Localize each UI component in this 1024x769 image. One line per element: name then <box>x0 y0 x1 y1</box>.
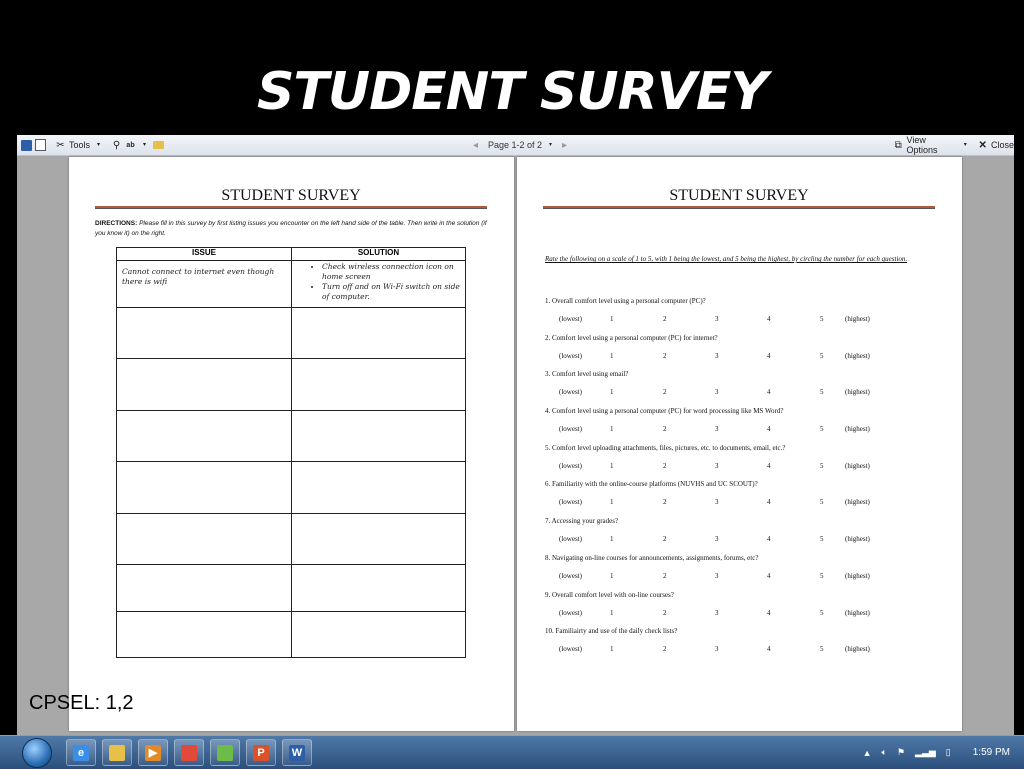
tools-icon[interactable]: ✂ <box>56 139 65 151</box>
rating-option[interactable]: 1 <box>610 425 614 434</box>
rating-option[interactable]: 4 <box>767 315 771 323</box>
chevron-down-icon[interactable]: ▾ <box>143 141 147 148</box>
slide-title: STUDENT SURVEY <box>256 62 768 122</box>
chrome-icon[interactable] <box>174 739 204 766</box>
rating-option[interactable]: 1 <box>610 498 614 507</box>
network-signal-icon[interactable]: ▂▃▅ <box>915 747 936 757</box>
solution-header: SOLUTION <box>292 248 466 261</box>
question-text: 1. Overall comfort level using a personal computer (PC)? <box>545 297 706 305</box>
rating-scale <box>545 315 945 324</box>
title-rule <box>95 206 487 209</box>
issue-cell[interactable] <box>117 514 292 565</box>
table-row <box>117 462 466 514</box>
issue-text: Cannot connect to internet even though there is wifi <box>122 267 275 286</box>
scale-lowest-label: (lowest) <box>559 608 582 617</box>
issue-cell[interactable] <box>117 261 292 308</box>
scale-lowest-label: (lowest) <box>559 315 582 323</box>
spelling-icon[interactable]: ab <box>126 141 135 149</box>
start-button[interactable] <box>22 738 52 768</box>
rating-option[interactable]: 5 <box>820 425 824 434</box>
title-rule <box>543 206 935 209</box>
media-player-glyph: ▶ <box>145 745 161 761</box>
word-icon[interactable] <box>282 739 312 766</box>
issue-cell[interactable] <box>117 565 292 612</box>
document-viewer <box>17 135 1014 735</box>
table-row <box>117 359 466 411</box>
rating-option[interactable]: 2 <box>663 645 667 654</box>
table-row <box>117 514 466 565</box>
close-icon[interactable]: ✕ <box>978 139 987 151</box>
scale-lowest-label: (lowest) <box>559 388 582 397</box>
directions <box>95 219 491 239</box>
powerpoint-icon[interactable] <box>246 739 276 766</box>
media-player-icon[interactable] <box>138 739 168 766</box>
rating-option[interactable]: 4 <box>767 388 771 397</box>
scale-highest-label: (highest) <box>845 645 870 654</box>
scale-lowest-label: (lowest) <box>559 351 582 360</box>
rating-option[interactable]: 2 <box>663 608 667 617</box>
document-page-1 <box>69 157 514 731</box>
table-row <box>117 612 466 658</box>
survey-question <box>545 517 945 554</box>
battery-icon[interactable]: ▯ <box>945 747 951 757</box>
rating-option[interactable]: 3 <box>715 461 719 470</box>
question-text: 6. Familiarity with the online-course platforms (NUVHS and UC SCOUT)? <box>545 480 758 489</box>
question-text: 9. Overall comfort level with on-line courses? <box>545 590 674 599</box>
scale-lowest-label: (lowest) <box>559 498 582 507</box>
scale-highest-label: (highest) <box>845 425 870 434</box>
chevron-down-icon[interactable]: ▾ <box>97 141 101 148</box>
rating-option[interactable]: 4 <box>767 498 771 507</box>
rating-option[interactable]: 5 <box>820 498 824 507</box>
rating-scale <box>545 535 945 544</box>
scale-highest-label: (highest) <box>845 388 870 397</box>
rating-option[interactable]: 1 <box>610 645 614 654</box>
directions-text: Please fill in this survey by first listing issues you encounter on the left hand side of the table. Then write in the solution (if you know it) on the right. <box>95 220 487 237</box>
rating-option[interactable]: 2 <box>663 351 667 360</box>
rating-option[interactable]: 2 <box>663 425 667 434</box>
taskbar <box>0 735 1024 769</box>
rating-scale <box>545 462 945 471</box>
slide-caption: CPSEL: 1,2 <box>29 692 134 714</box>
table-header-row <box>117 248 466 261</box>
rating-option[interactable]: 1 <box>610 608 614 617</box>
survey-question <box>545 554 945 591</box>
scale-highest-label: (highest) <box>845 351 870 360</box>
rating-scale <box>545 425 945 434</box>
survey-question <box>545 334 945 371</box>
network-glyph <box>217 745 233 761</box>
issue-cell[interactable] <box>117 411 292 462</box>
question-text: 2. Comfort level using a personal computer (PC) for internet? <box>545 333 718 342</box>
view-options-menu[interactable]: View Options <box>906 135 938 155</box>
page-indicator[interactable]: Page 1-2 of 2 <box>488 140 543 150</box>
scale-highest-label: (highest) <box>845 461 870 470</box>
rating-scale <box>545 645 945 654</box>
explorer-icon[interactable] <box>102 739 132 766</box>
system-tray <box>863 736 1010 769</box>
rating-option[interactable]: 2 <box>663 315 667 323</box>
issue-header: ISSUE <box>117 248 292 261</box>
scale-lowest-label: (lowest) <box>559 571 582 580</box>
rating-option[interactable]: 5 <box>820 608 824 617</box>
rating-option[interactable]: 4 <box>767 645 771 654</box>
rating-option[interactable]: 5 <box>820 571 824 580</box>
question-text: 10. Familiairty and use of the daily check lists? <box>545 627 678 636</box>
question-text: 5. Comfort level uploading attachments, files, pictures, etc. to documents, email, etc.? <box>545 443 786 452</box>
close-button[interactable]: Close <box>990 140 1014 150</box>
issue-cell[interactable] <box>117 308 292 359</box>
solution-cell[interactable] <box>292 411 466 462</box>
rating-option[interactable]: 2 <box>663 461 667 470</box>
chevron-down-icon[interactable]: ▾ <box>963 141 967 148</box>
rating-option[interactable]: 4 <box>767 535 771 544</box>
rating-option[interactable]: 1 <box>610 571 614 580</box>
solution-cell[interactable] <box>292 261 466 308</box>
rating-option[interactable]: 5 <box>820 535 824 544</box>
page-title: STUDENT SURVEY <box>669 187 809 204</box>
issue-solution-table <box>116 247 466 658</box>
rating-option[interactable]: 4 <box>767 608 771 617</box>
rating-option[interactable]: 2 <box>663 571 667 580</box>
powerpoint-glyph: P <box>253 745 269 761</box>
question-list <box>545 297 945 664</box>
view-options-icon[interactable]: ⧉ <box>894 139 902 151</box>
rating-option[interactable]: 1 <box>610 351 614 360</box>
rating-scale <box>545 352 945 361</box>
rating-option[interactable]: 4 <box>767 571 771 580</box>
next-page-icon[interactable]: ▸ <box>562 139 568 151</box>
viewer-toolbar <box>17 135 1014 156</box>
scale-lowest-label: (lowest) <box>559 461 582 470</box>
rating-scale <box>545 572 945 581</box>
ie-glyph: e <box>73 745 89 761</box>
tools-menu[interactable]: Tools <box>69 140 91 150</box>
solution-cell[interactable] <box>292 612 466 658</box>
directions-label: DIRECTIONS: <box>95 220 138 227</box>
question-text: 4. Comfort level using a personal computer (PC) for word processing like MS Word? <box>545 407 784 416</box>
rating-option[interactable]: 5 <box>820 351 824 360</box>
rating-option[interactable]: 3 <box>715 315 719 323</box>
rating-option[interactable]: 3 <box>715 498 719 507</box>
issue-cell[interactable] <box>117 462 292 514</box>
rating-option[interactable]: 3 <box>715 535 719 544</box>
network-icon[interactable] <box>210 739 240 766</box>
survey-question <box>545 627 945 664</box>
previous-page-icon[interactable]: ◂ <box>472 139 479 151</box>
scale-highest-label: (highest) <box>845 535 870 544</box>
rating-option[interactable]: 3 <box>715 388 719 397</box>
survey-question <box>545 407 945 444</box>
rating-option[interactable]: 5 <box>820 315 824 323</box>
research-icon[interactable]: ⚲ <box>112 139 121 151</box>
list-item: • Check wireless connection icon on home screen <box>322 262 465 282</box>
rating-option[interactable]: 1 <box>610 315 614 323</box>
clock[interactable]: 1:59 PM <box>972 747 1010 758</box>
table-row <box>117 261 466 308</box>
survey-question <box>545 591 945 628</box>
rating-option[interactable]: 2 <box>663 498 667 507</box>
rating-option[interactable]: 5 <box>820 461 824 470</box>
folder-icon[interactable] <box>153 141 164 149</box>
issue-cell[interactable] <box>117 359 292 411</box>
page-title: STUDENT SURVEY <box>221 187 361 204</box>
scale-highest-label: (highest) <box>845 571 870 580</box>
survey-question <box>545 370 945 407</box>
list-item: • Turn off and on Wi-Fi switch on side of computer. <box>322 282 465 302</box>
scale-highest-label: (highest) <box>845 608 870 617</box>
table-row <box>117 565 466 612</box>
solution-cell[interactable] <box>292 308 466 359</box>
rating-instructions: Rate the following on a scale of 1 to 5, with 1 being the lowest, and 5 being the highest, by circling the number for each question. <box>545 255 908 263</box>
chevron-down-icon[interactable]: ▾ <box>549 141 553 148</box>
word-glyph: W <box>289 745 305 761</box>
ie-icon[interactable] <box>66 739 96 766</box>
solution-cell[interactable] <box>292 359 466 411</box>
rating-option[interactable]: 1 <box>610 461 614 470</box>
rating-option[interactable]: 3 <box>715 645 719 654</box>
scale-lowest-label: (lowest) <box>559 425 582 434</box>
solution-list <box>292 262 465 302</box>
rating-option[interactable]: 3 <box>715 425 719 434</box>
question-text: 7. Accessing your grades? <box>545 517 619 526</box>
solution-cell[interactable] <box>292 565 466 612</box>
solution-cell[interactable] <box>292 462 466 514</box>
issue-cell[interactable] <box>117 612 292 658</box>
rating-option[interactable]: 4 <box>767 351 771 360</box>
rating-option[interactable]: 5 <box>820 388 824 397</box>
rating-option[interactable]: 1 <box>610 388 614 397</box>
explorer-glyph <box>109 745 125 761</box>
chrome-glyph <box>181 745 197 761</box>
survey-question <box>545 444 945 481</box>
rating-option[interactable]: 3 <box>715 571 719 580</box>
volume-icon[interactable]: 🔈︎ <box>881 747 887 757</box>
rating-scale <box>545 609 945 618</box>
question-text: 3. Comfort level using email? <box>545 370 629 379</box>
rating-option[interactable]: 4 <box>767 425 771 434</box>
rating-option[interactable]: 4 <box>767 461 771 470</box>
save-icon[interactable] <box>21 140 32 151</box>
rating-option[interactable]: 1 <box>610 535 614 544</box>
table-row <box>117 411 466 462</box>
rating-option[interactable]: 2 <box>663 388 667 397</box>
rating-scale <box>545 388 945 397</box>
show-hidden-icons-icon[interactable]: ▲ <box>862 747 872 758</box>
document-page-2 <box>517 157 962 731</box>
table-row <box>117 308 466 359</box>
scale-highest-label: (highest) <box>845 498 870 507</box>
rating-scale <box>545 498 945 507</box>
survey-question <box>545 480 945 517</box>
scale-lowest-label: (lowest) <box>559 535 582 544</box>
scale-lowest-label: (lowest) <box>559 645 582 654</box>
question-text: 8. Navigating on-line courses for announcements, assignments, forums, etc? <box>545 553 759 562</box>
print-preview-icon[interactable] <box>35 139 46 151</box>
rating-option[interactable]: 2 <box>663 535 667 544</box>
scale-highest-label: (highest) <box>845 315 870 323</box>
solution-cell[interactable] <box>292 514 466 565</box>
rating-option[interactable]: 3 <box>715 608 719 617</box>
survey-question <box>545 297 945 334</box>
flag-icon[interactable]: ⚑ <box>896 747 906 757</box>
rating-option[interactable]: 3 <box>715 351 719 360</box>
rating-option[interactable]: 5 <box>820 645 824 654</box>
